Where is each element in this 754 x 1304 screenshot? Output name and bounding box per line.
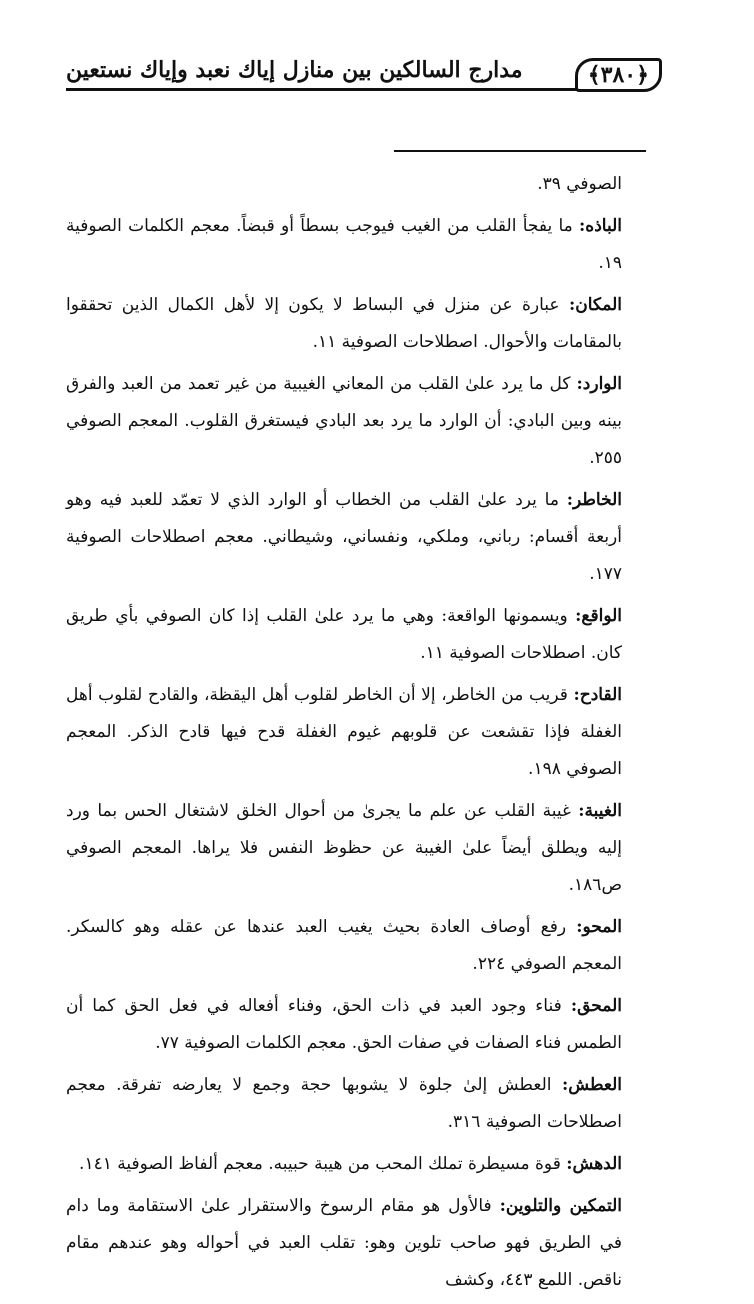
footnote-text: فالأول هو مقام الرسوخ والاستقرار علىٰ الاستقامة وما دام في الطريق فهو صاحب تلوين وهو: تقلب العبد في أحواله وهو عندهم مقام ناقص. اللمع ٤٤٣، وكشف <box>66 1196 622 1290</box>
footnote-entry <box>66 598 622 672</box>
running-title: مدارج السالكين بين منازل إياك نعبد وإياك نستعين <box>66 57 523 83</box>
footnote-term: القادح: <box>573 685 622 705</box>
footnote-entry <box>66 482 622 593</box>
footnote-term: الباذه: <box>579 216 622 236</box>
footnote-text: غيبة القلب عن علم ما يجرىٰ من أحوال الخلق لاشتغال الحس بما ورد إليه ويطلق أيضاً علىٰ الغيبة عن حظوظ النفس فلا يراها. المعجم الصوفي ص١٨٦. <box>66 801 622 895</box>
footnote-term: الغيبة: <box>578 801 622 821</box>
footnote-text: الصوفي ٣٩. <box>537 174 622 194</box>
footnote-entry <box>66 988 622 1062</box>
footnote-separator <box>394 150 646 152</box>
footnote-entry <box>66 793 622 904</box>
footnote-entry <box>66 677 622 788</box>
footnote-term: المكان: <box>568 295 622 315</box>
footnote-entry <box>66 208 622 282</box>
footnote-term: المحو: <box>576 917 622 937</box>
footnote-text: كل ما يرد علىٰ القلب من المعاني الغيبية من غير تعمد من العبد والفرق بينه وبين البادي: أن الوارد ما يرد بعد البادي فيستغرق القلوب. المعجم الصوفي ٢٥٥. <box>66 374 622 468</box>
footnote-text: ما يرد علىٰ القلب من الخطاب أو الوارد الذي لا تعمّد للعبد فيه وهو أربعة أقسام: رباني، وملكي، ونفساني، وشيطاني. معجم اصطلاحات الصوفية ١٧٧. <box>66 490 622 584</box>
footnote-entry <box>66 366 622 477</box>
footnote-text: عبارة عن منزل في البساط لا يكون إلا لأهل الكمال الذين تحققوا بالمقامات والأحوال. اصطلاحات الصوفية ١١. <box>66 295 622 352</box>
page-header <box>66 44 662 98</box>
footnote-term: العطش: <box>562 1075 622 1095</box>
footnotes-body <box>66 166 622 1304</box>
footnote-term: التمكين والتلوين: <box>499 1196 622 1216</box>
page-number: ﴿٣٨٠﴾ <box>575 58 662 92</box>
footnote-text: قريب من الخاطر، إلا أن الخاطر لقلوب أهل اليقظة، والقادح لقلوب أهل الغفلة فإذا تقشعت عن قلوبهم غيوم الغفلة قدح فيها قادح الذكر. المعجم الصوفي ١٩٨. <box>66 685 622 779</box>
footnote-entry <box>66 909 622 983</box>
header-rule <box>66 88 592 91</box>
footnote-term: الدهش: <box>566 1154 622 1174</box>
footnote-text: ويسمونها الواقعة: وهي ما يرد علىٰ القلب إذا كان الصوفي بأي طريق كان. اصطلاحات الصوفية ١١. <box>66 606 622 663</box>
footnote-entry <box>66 1067 622 1141</box>
footnote-entry <box>66 287 622 361</box>
footnote-text: فناء وجود العبد في ذات الحق، وفناء أفعاله في فعل الحق كما أن الطمس فناء الصفات في صفات الحق. معجم الكلمات الصوفية ٧٧. <box>66 996 622 1053</box>
footnote-text: العطش إلىٰ جلوة لا يشوبها حجة وجمع لا يعارضه تفرقة. معجم اصطلاحات الصوفية ٣١٦. <box>66 1075 622 1132</box>
footnote-text: رفع أوصاف العادة بحيث يغيب العبد عندها عن عقله وهو كالسكر. المعجم الصوفي ٢٢٤. <box>66 917 622 974</box>
footnote-term: الواقع: <box>575 606 622 626</box>
footnote-term: المحق: <box>570 996 622 1016</box>
footnote-term: الوارد: <box>576 374 622 394</box>
footnote-text: ما يفجأ القلب من الغيب فيوجب بسطاً أو قبضاً. معجم الكلمات الصوفية ١٩. <box>66 216 622 273</box>
footnote-term: الخاطر: <box>566 490 622 510</box>
footnote-continuation <box>66 166 622 203</box>
footnote-text: قوة مسيطرة تملك المحب من هيبة حبيبه. معجم ألفاظ الصوفية ١٤١. <box>79 1154 567 1174</box>
footnote-entry <box>66 1188 622 1299</box>
footnote-entry <box>66 1146 622 1183</box>
